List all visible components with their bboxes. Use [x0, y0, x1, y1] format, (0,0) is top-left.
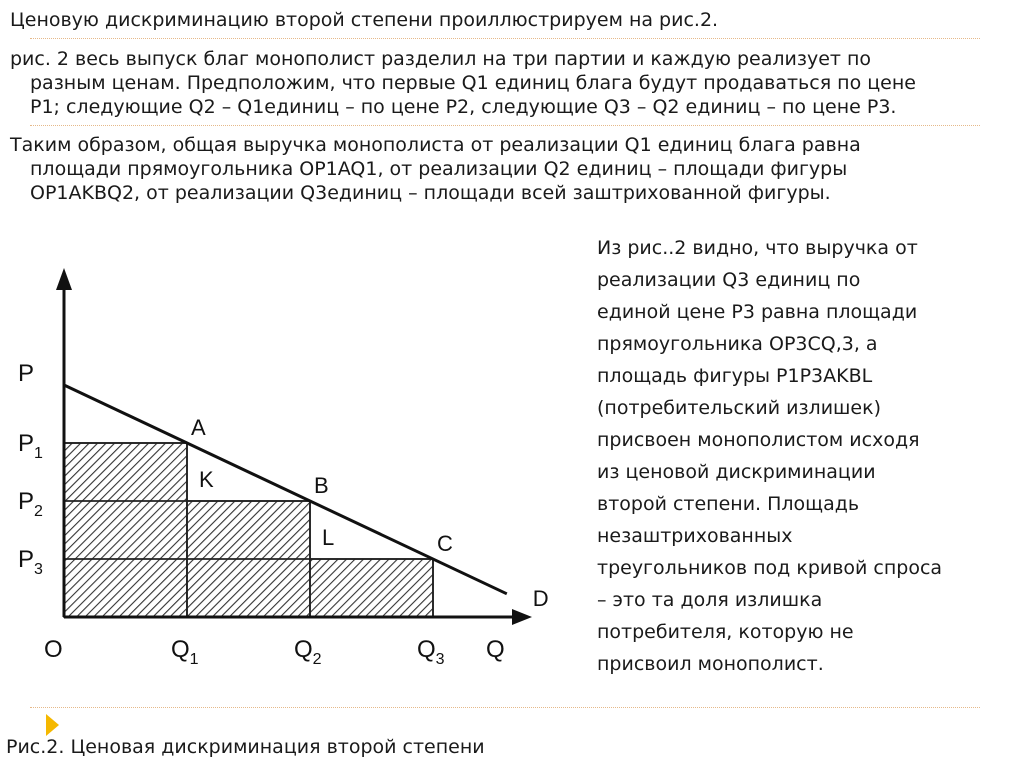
x-axis-label: Q	[486, 636, 505, 663]
text-line: разным ценам. Предположим, что первые Q1 единиц блага будут продаваться по цене	[30, 72, 916, 94]
origin-label: O	[44, 636, 63, 663]
side-line: незаштрихованных	[597, 525, 793, 547]
text-line: OP1AKBQ2, от реализации Q3единиц – площади всей заштрихованной фигуры.	[30, 182, 831, 204]
side-line: второй степени. Площадь	[597, 493, 860, 515]
text-line: площади прямоугольника OP1AQ1, от реализации Q2 единиц – площади фигуры	[30, 158, 848, 180]
side-line: единой цене P3 равна площади	[597, 301, 918, 323]
intro-line: Ценовую дискриминацию второй степени проиллюстрируем на рис.2.	[10, 9, 719, 31]
point-label: A	[191, 415, 206, 440]
price-tick-label: $P_1$	[18, 430, 43, 462]
text-line: Таким образом, общая выручка монополиста от реализации Q1 единиц блага равна	[10, 134, 861, 156]
side-line: треугольников под кривой спроса	[597, 557, 943, 579]
side-line: присвоен монополистом исходя	[597, 429, 920, 451]
quantity-tick-label: $Q_2$	[294, 636, 322, 668]
side-line: – это та доля излишка	[597, 589, 823, 611]
quantity-tick-label: $Q_1$	[171, 636, 199, 668]
region-label: K	[199, 467, 214, 492]
price-tick-label: $P_2$	[18, 488, 43, 520]
next-slide-arrow-icon[interactable]	[46, 714, 59, 736]
x-axis-arrowhead	[512, 609, 532, 625]
region-label: L	[322, 525, 335, 550]
demand-curve-label: D	[532, 585, 549, 611]
point-label: C	[437, 531, 453, 556]
side-line: Из рис..2 видно, что выручка от	[597, 237, 918, 259]
dotted-divider	[30, 38, 980, 39]
side-line: площадь фигуры P1P3AKBL	[597, 365, 873, 387]
side-line: реализации Q3 единиц по	[597, 269, 861, 291]
figure-caption: Рис.2. Ценовая дискриминация второй степени	[6, 736, 485, 758]
y-axis-label: P	[18, 360, 35, 387]
hatched-regions	[64, 443, 433, 617]
hatched-block	[64, 443, 187, 617]
text-line: рис. 2 весь выпуск благ монополист разделил на три партии и каждую реализует по	[10, 48, 872, 70]
dotted-divider	[30, 125, 980, 126]
y-axis-arrowhead	[56, 268, 72, 290]
side-line: из ценовой дискриминации	[597, 461, 876, 483]
price-discrimination-diagram	[0, 260, 580, 680]
quantity-tick-label: $Q_3$	[417, 636, 445, 668]
side-line: (потребительский излишек)	[597, 397, 882, 419]
dotted-divider	[30, 707, 980, 708]
text-line: P1; следующие Q2 – Q1единиц – по цене P2, следующие Q3 – Q2 единиц – по цене P3.	[30, 96, 897, 118]
hatched-block	[310, 559, 433, 617]
side-line: потребителя, которую не	[597, 621, 854, 643]
price-tick-label: $P_3$	[18, 546, 43, 578]
point-label: B	[314, 473, 329, 498]
side-line: присвоил монополист.	[597, 653, 824, 675]
side-line: прямоугольника OP3CQ,3, а	[597, 333, 878, 355]
